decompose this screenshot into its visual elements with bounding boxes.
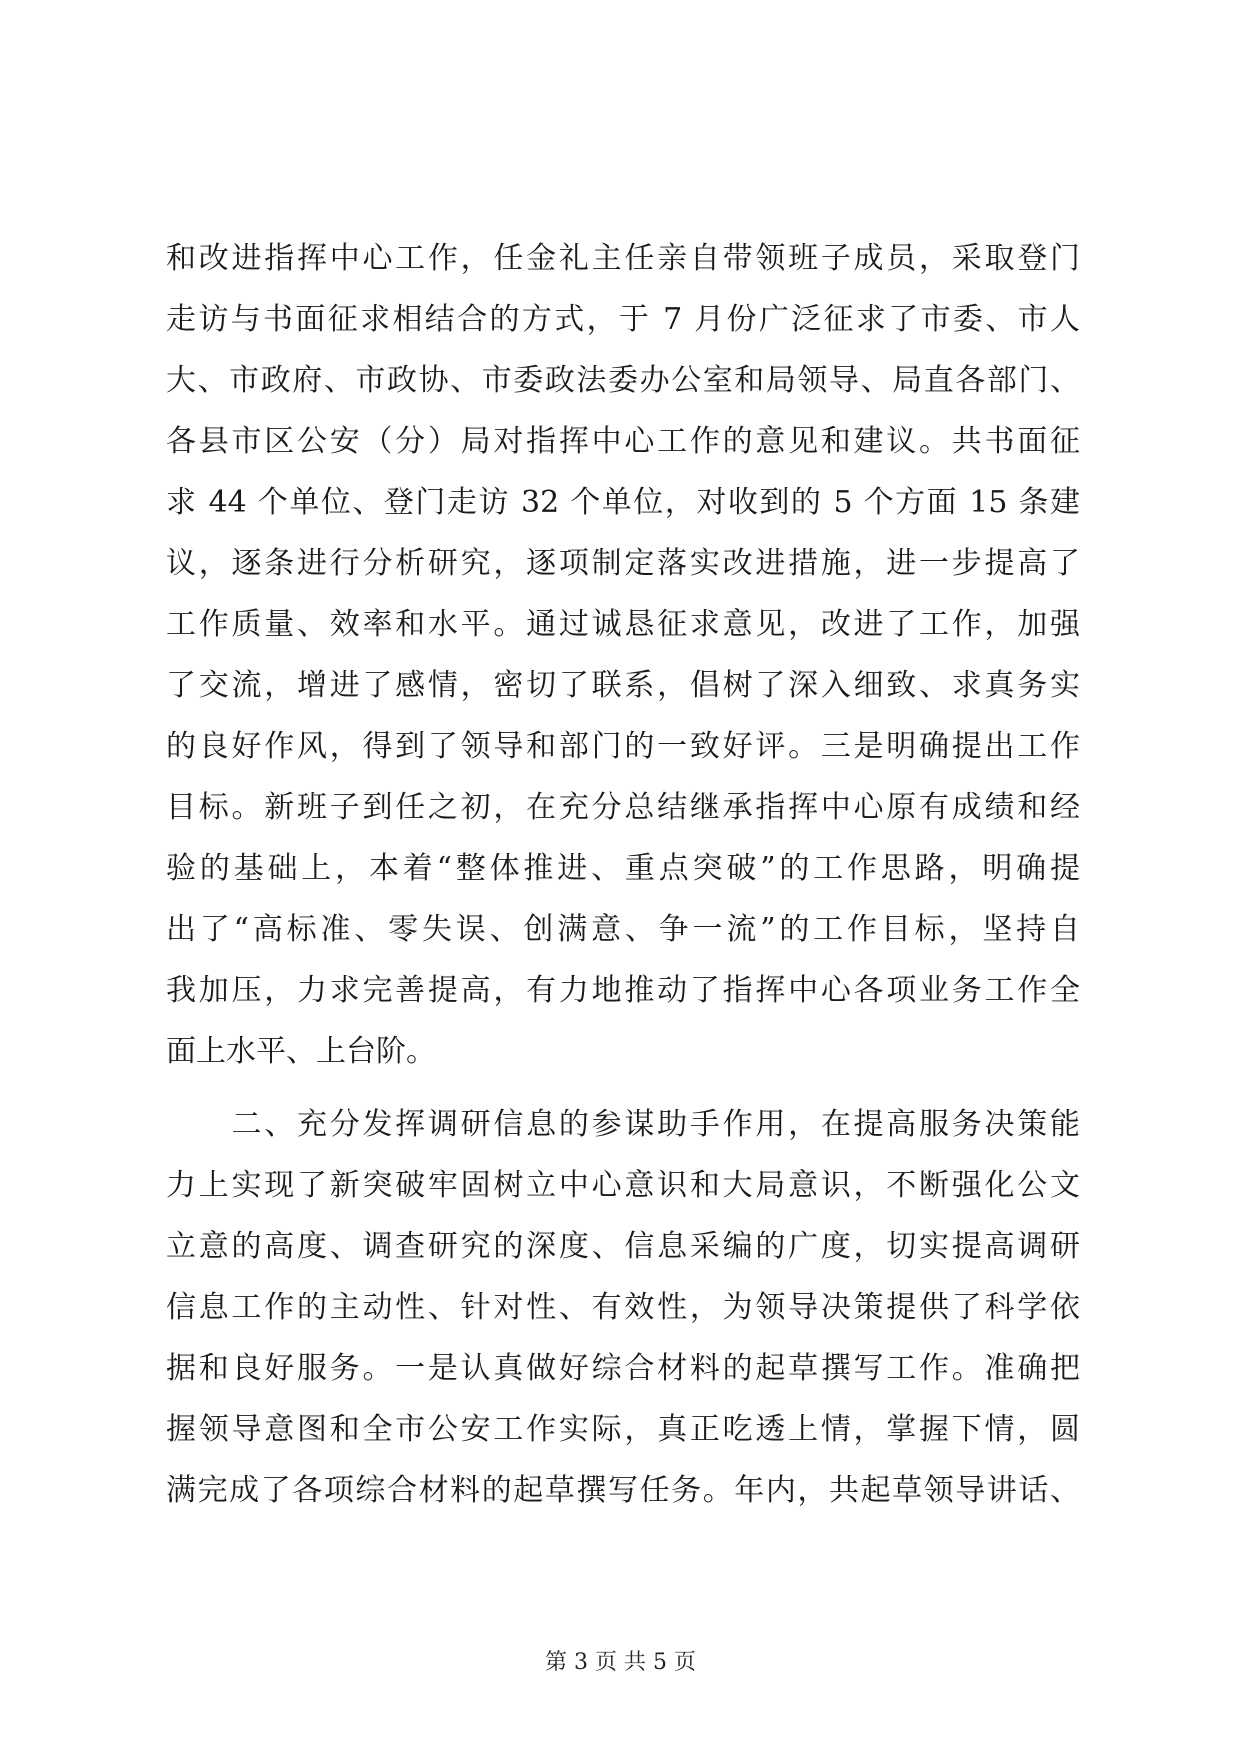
text-line: 目标。新班子到任之初，在充分总结继承指挥中心原有成绩和经 bbox=[166, 790, 1080, 825]
text-line: 二、充分发挥调研信息的参谋助手作用，在提高服务决策能 bbox=[166, 1107, 1080, 1142]
text-line: 大、市政府、市政协、市委政法委办公室和局领导、局直各部门、 bbox=[166, 363, 1080, 398]
text-line: 了交流，增进了感情，密切了联系，倡树了深入细致、求真务实 bbox=[166, 668, 1080, 703]
text-line: 工作质量、效率和水平。通过诚恳征求意见，改进了工作，加强 bbox=[166, 607, 1080, 642]
text-line: 议，逐条进行分析研究，逐项制定落实改进措施，进一步提高了 bbox=[166, 546, 1080, 581]
text-line: 走访与书面征求相结合的方式，于 7 月份广泛征求了市委、市人 bbox=[166, 302, 1080, 337]
text-line: 满完成了各项综合材料的起草撰写任务。年内，共起草领导讲话、 bbox=[166, 1473, 1080, 1508]
text-line: 验的基础上，本着“整体推进、重点突破”的工作思路，明确提 bbox=[166, 851, 1080, 886]
text-line: 立意的高度、调查研究的深度、信息采编的广度，切实提高调研 bbox=[166, 1229, 1080, 1264]
text-line: 的良好作风，得到了领导和部门的一致好评。三是明确提出工作 bbox=[166, 729, 1080, 764]
text-line: 力上实现了新突破牢固树立中心意识和大局意识，不断强化公文 bbox=[166, 1168, 1080, 1203]
body-text bbox=[166, 228, 1080, 1521]
text-line: 求 44 个单位、登门走访 32 个单位，对收到的 5 个方面 15 条建 bbox=[166, 485, 1080, 520]
text-line: 面上水平、上台阶。 bbox=[166, 1034, 436, 1069]
page-number-footer: 第 3 页 共 5 页 bbox=[545, 1650, 696, 1675]
paragraph-2 bbox=[166, 1094, 1080, 1521]
text-line: 信息工作的主动性、针对性、有效性，为领导决策提供了科学依 bbox=[166, 1290, 1080, 1325]
text-line: 握领导意图和全市公安工作实际，真正吃透上情，掌握下情，圆 bbox=[166, 1412, 1080, 1447]
text-line: 据和良好服务。一是认真做好综合材料的起草撰写工作。准确把 bbox=[166, 1351, 1080, 1386]
text-line: 和改进指挥中心工作，任金礼主任亲自带领班子成员，采取登门 bbox=[166, 241, 1080, 276]
text-line: 我加压，力求完善提高，有力地推动了指挥中心各项业务工作全 bbox=[166, 973, 1080, 1008]
text-line: 出了“高标准、零失误、创满意、争一流”的工作目标，坚持自 bbox=[166, 912, 1080, 947]
paragraph-1 bbox=[166, 228, 1080, 1082]
text-line: 各县市区公安（分）局对指挥中心工作的意见和建议。共书面征 bbox=[166, 424, 1080, 459]
